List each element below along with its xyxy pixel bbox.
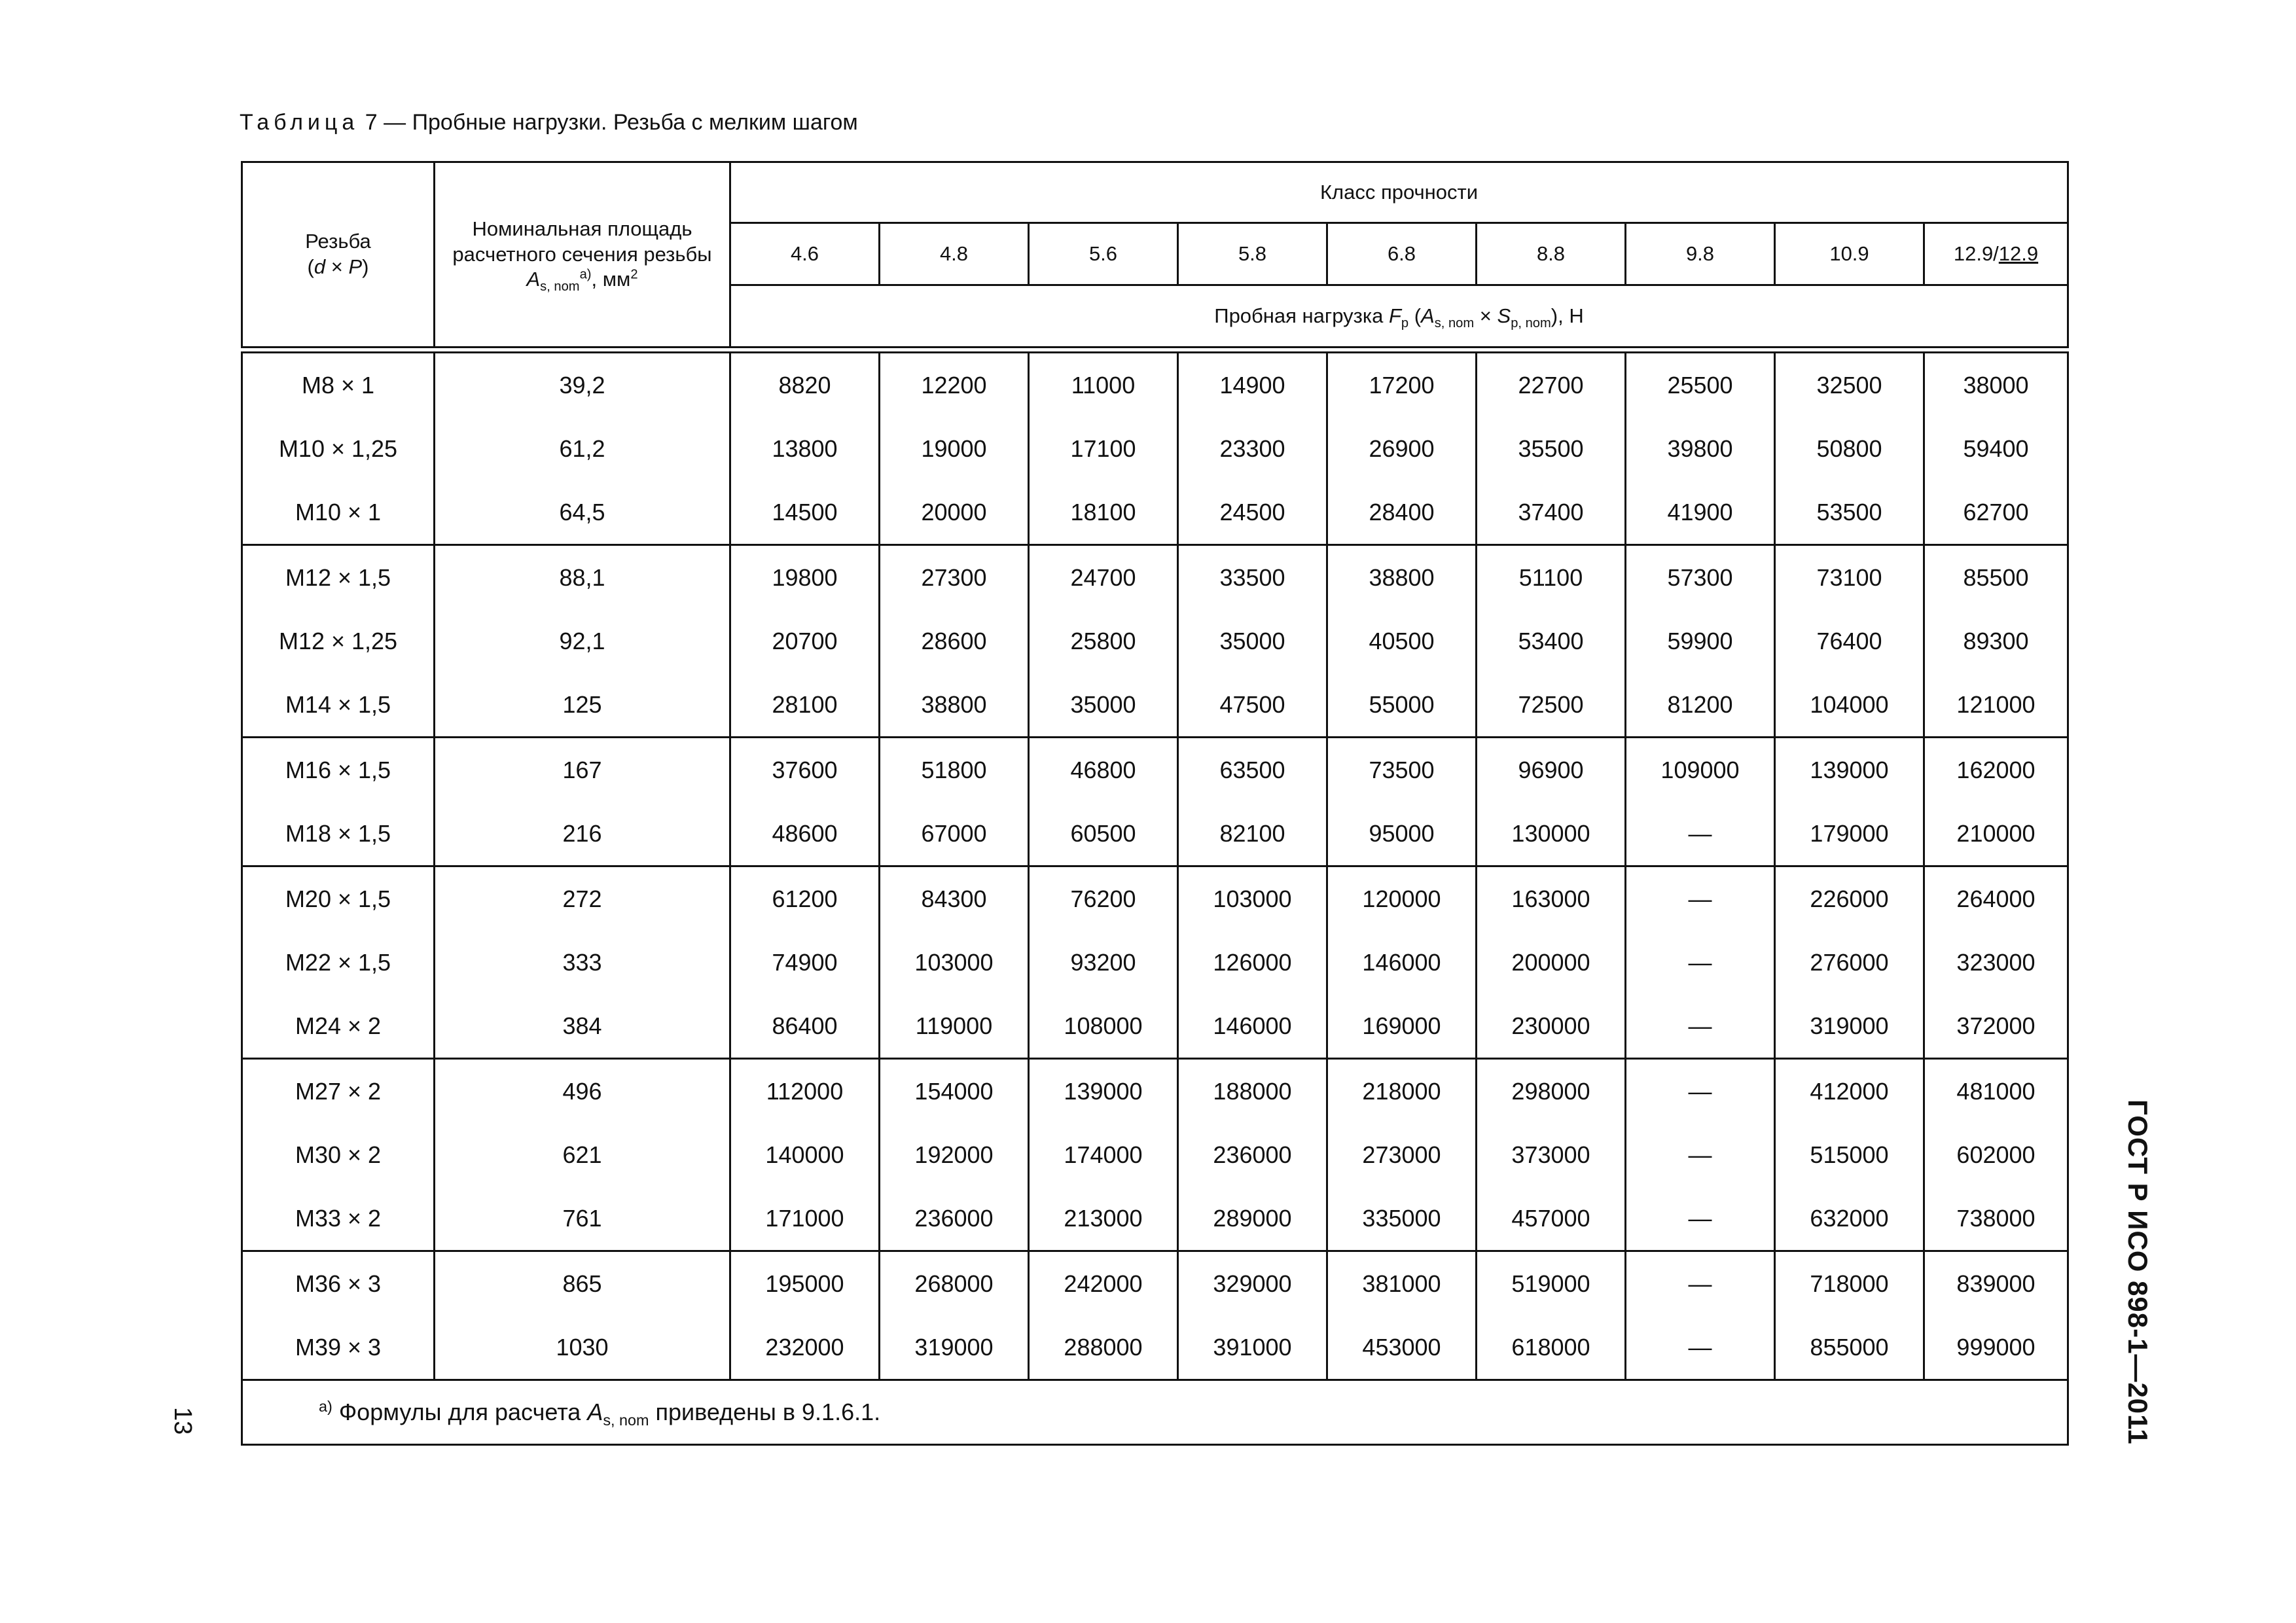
load-cell: 26900	[1327, 417, 1477, 480]
load-cell: 372000	[1924, 994, 2068, 1059]
load-cell: 11000	[1029, 353, 1178, 418]
footnote-a: A	[587, 1399, 603, 1425]
load-cell: —	[1626, 1059, 1775, 1124]
load-close: ), Н	[1551, 304, 1584, 327]
load-cell: 17100	[1029, 417, 1178, 480]
table-row	[242, 1123, 2068, 1186]
load-cell: 27300	[880, 545, 1029, 610]
load-cell: 738000	[1924, 1186, 2068, 1251]
thread-cell: M33 × 2	[242, 1186, 435, 1251]
load-cell: 218000	[1327, 1059, 1477, 1124]
load-cell: 146000	[1327, 931, 1477, 994]
load-cell: 515000	[1775, 1123, 1924, 1186]
load-cell: —	[1626, 931, 1775, 994]
load-cell: 76400	[1775, 609, 1924, 673]
table-row	[242, 1251, 2068, 1316]
load-cell: 139000	[1029, 1059, 1178, 1124]
class-cell: 6.8	[1327, 223, 1477, 285]
thread-cell: M10 × 1,25	[242, 417, 435, 480]
load-cell: 412000	[1775, 1059, 1924, 1124]
load-cell: 55000	[1327, 673, 1477, 738]
header-area-unit-sup: 2	[630, 268, 638, 283]
thread-cell: M12 × 1,5	[242, 545, 435, 610]
load-cell: 51800	[880, 738, 1029, 802]
thread-cell: M12 × 1,25	[242, 609, 435, 673]
load-cell: 61200	[730, 866, 880, 931]
load-cell: 632000	[1775, 1186, 1924, 1251]
load-cell: 20000	[880, 480, 1029, 545]
load-cell: 48600	[730, 802, 880, 866]
load-cell: 112000	[730, 1059, 880, 1124]
load-cell: 855000	[1775, 1315, 1924, 1380]
load-cell: 230000	[1477, 994, 1626, 1059]
footnote-tail: приведены в 9.1.6.1.	[649, 1399, 881, 1425]
table-caption	[240, 110, 858, 135]
thread-cell: M24 × 2	[242, 994, 435, 1059]
table-row	[242, 802, 2068, 866]
load-times: ×	[1474, 304, 1498, 327]
load-cell: 329000	[1178, 1251, 1327, 1316]
load-cell: 86400	[730, 994, 880, 1059]
caption-title: — Пробные нагрузки. Резьба с мелким шагом	[384, 110, 858, 135]
header-thread-p: P	[348, 255, 363, 278]
load-cell: 53400	[1477, 609, 1626, 673]
load-cell: 51100	[1477, 545, 1626, 610]
header-thread-d: d	[314, 255, 326, 278]
thread-cell: M20 × 1,5	[242, 866, 435, 931]
load-cell: 73500	[1327, 738, 1477, 802]
load-cell: 323000	[1924, 931, 2068, 994]
load-cell: 618000	[1477, 1315, 1626, 1380]
load-cell: 20700	[730, 609, 880, 673]
load-cell: 319000	[880, 1315, 1029, 1380]
footnote	[242, 1380, 2068, 1445]
load-cell: 59400	[1924, 417, 2068, 480]
load-f-sub: p	[1401, 315, 1409, 330]
area-cell: 1030	[435, 1315, 730, 1380]
footnote-mark: a)	[319, 1398, 332, 1415]
class-cell: 4.6	[730, 223, 880, 285]
load-cell: 839000	[1924, 1251, 2068, 1316]
load-cell: 76200	[1029, 866, 1178, 931]
class-cell: 5.6	[1029, 223, 1178, 285]
load-cell: 12200	[880, 353, 1029, 418]
load-cell: 139000	[1775, 738, 1924, 802]
load-cell: 14900	[1178, 353, 1327, 418]
header-area-line2: расчетного сечения резьбы	[452, 242, 712, 266]
load-cell: 50800	[1775, 417, 1924, 480]
area-cell: 92,1	[435, 609, 730, 673]
area-cell: 88,1	[435, 545, 730, 610]
load-cell: 84300	[880, 866, 1029, 931]
load-cell: 35000	[1178, 609, 1327, 673]
load-cell: —	[1626, 1251, 1775, 1316]
load-cell: 37600	[730, 738, 880, 802]
load-cell: 119000	[880, 994, 1029, 1059]
load-cell: 171000	[730, 1186, 880, 1251]
load-cell: 57300	[1626, 545, 1775, 610]
area-cell: 333	[435, 931, 730, 994]
load-cell: 40500	[1327, 609, 1477, 673]
load-cell: 602000	[1924, 1123, 2068, 1186]
load-cell: 169000	[1327, 994, 1477, 1059]
load-cell: 82100	[1178, 802, 1327, 866]
area-cell: 272	[435, 866, 730, 931]
load-cell: 72500	[1477, 673, 1626, 738]
load-cell: 46800	[1029, 738, 1178, 802]
footnote-row	[242, 1380, 2068, 1445]
load-cell: 130000	[1477, 802, 1626, 866]
load-a: A	[1421, 304, 1435, 327]
thread-cell: M39 × 3	[242, 1315, 435, 1380]
header-area-unit: , мм	[591, 268, 631, 291]
load-cell: 89300	[1924, 609, 2068, 673]
load-cell: 242000	[1029, 1251, 1178, 1316]
load-cell: 81200	[1626, 673, 1775, 738]
load-cell: 73100	[1775, 545, 1924, 610]
load-cell: 103000	[880, 931, 1029, 994]
proof-load-table	[241, 161, 2069, 1446]
load-cell: 226000	[1775, 866, 1924, 931]
thread-cell: M8 × 1	[242, 353, 435, 418]
class-cell-last	[1924, 223, 2068, 285]
load-cell: 35000	[1029, 673, 1178, 738]
load-cell: 60500	[1029, 802, 1178, 866]
table-row	[242, 994, 2068, 1059]
load-cell: 179000	[1775, 802, 1924, 866]
load-cell: 67000	[880, 802, 1029, 866]
load-cell: 19800	[730, 545, 880, 610]
load-cell: 319000	[1775, 994, 1924, 1059]
load-s: S	[1497, 304, 1511, 327]
class-cell: 5.8	[1178, 223, 1327, 285]
load-cell: 288000	[1029, 1315, 1178, 1380]
load-cell: 37400	[1477, 480, 1626, 545]
header-area-sub: s, nom	[540, 279, 580, 294]
class-last-plain: 12.9/	[1953, 241, 1999, 265]
footnote-text: Формулы для расчета	[332, 1399, 588, 1425]
load-cell: —	[1626, 1186, 1775, 1251]
load-cell: 273000	[1327, 1123, 1477, 1186]
area-cell: 167	[435, 738, 730, 802]
load-cell: 47500	[1178, 673, 1327, 738]
load-cell: 24500	[1178, 480, 1327, 545]
load-cell: —	[1626, 802, 1775, 866]
load-cell: —	[1626, 994, 1775, 1059]
load-cell: 24700	[1029, 545, 1178, 610]
load-cell: 192000	[880, 1123, 1029, 1186]
load-cell: 335000	[1327, 1186, 1477, 1251]
load-cell: 18100	[1029, 480, 1178, 545]
caption-number: 7	[365, 110, 378, 135]
load-open: (	[1408, 304, 1422, 327]
footnote-a-sub: s, nom	[603, 1412, 649, 1429]
table-row	[242, 609, 2068, 673]
table-row	[242, 1059, 2068, 1124]
load-cell: —	[1626, 1315, 1775, 1380]
load-cell: 289000	[1178, 1186, 1327, 1251]
thread-cell: M27 × 2	[242, 1059, 435, 1124]
load-cell: 718000	[1775, 1251, 1924, 1316]
load-cell: 236000	[1178, 1123, 1327, 1186]
load-cell: 63500	[1178, 738, 1327, 802]
load-cell: 23300	[1178, 417, 1327, 480]
table-row	[242, 673, 2068, 738]
thread-cell: M18 × 1,5	[242, 802, 435, 866]
table-row	[242, 417, 2068, 480]
table-row	[242, 738, 2068, 802]
thread-cell: M10 × 1	[242, 480, 435, 545]
area-cell: 64,5	[435, 480, 730, 545]
class-cell: 8.8	[1477, 223, 1626, 285]
header-thread-times: ×	[331, 255, 343, 278]
load-cell: 39800	[1626, 417, 1775, 480]
load-cell: 200000	[1477, 931, 1626, 994]
load-cell: 38000	[1924, 353, 2068, 418]
load-cell: 210000	[1924, 802, 2068, 866]
load-cell: 232000	[730, 1315, 880, 1380]
load-cell: 104000	[1775, 673, 1924, 738]
load-cell: 62700	[1924, 480, 2068, 545]
load-cell: 103000	[1178, 866, 1327, 931]
load-cell: 457000	[1477, 1186, 1626, 1251]
load-cell: —	[1626, 866, 1775, 931]
class-cell: 4.8	[880, 223, 1029, 285]
load-cell: 33500	[1178, 545, 1327, 610]
area-cell: 39,2	[435, 353, 730, 418]
load-cell: 236000	[880, 1186, 1029, 1251]
load-cell: 481000	[1924, 1059, 2068, 1124]
class-cell: 9.8	[1626, 223, 1775, 285]
area-cell: 621	[435, 1123, 730, 1186]
area-cell: 761	[435, 1186, 730, 1251]
load-cell: 373000	[1477, 1123, 1626, 1186]
load-cell: 126000	[1178, 931, 1327, 994]
load-cell: 74900	[730, 931, 880, 994]
thread-cell: M16 × 1,5	[242, 738, 435, 802]
header-class-title: Класс прочности	[730, 162, 2068, 223]
table-row	[242, 480, 2068, 545]
load-cell: 999000	[1924, 1315, 2068, 1380]
load-cell: 22700	[1477, 353, 1626, 418]
header-thread-label: Резьба	[305, 230, 371, 253]
load-cell: 93200	[1029, 931, 1178, 994]
load-cell: —	[1626, 1123, 1775, 1186]
load-cell: 121000	[1924, 673, 2068, 738]
thread-cell: M36 × 3	[242, 1251, 435, 1316]
standard-designation: ГОСТ Р ИСО 898-1—2011	[2123, 1099, 2153, 1445]
header-load	[730, 285, 2068, 348]
load-cell: 95000	[1327, 802, 1477, 866]
area-cell: 125	[435, 673, 730, 738]
thread-cell: M30 × 2	[242, 1123, 435, 1186]
load-cell: 268000	[880, 1251, 1029, 1316]
header-area-sup: a)	[579, 268, 592, 283]
load-cell: 162000	[1924, 738, 2068, 802]
load-cell: 163000	[1477, 866, 1626, 931]
load-f: F	[1388, 304, 1401, 327]
table-row	[242, 1315, 2068, 1380]
table-row	[242, 353, 2068, 418]
load-cell: 25500	[1626, 353, 1775, 418]
area-cell: 496	[435, 1059, 730, 1124]
header-area	[435, 162, 730, 348]
load-cell: 19000	[880, 417, 1029, 480]
load-cell: 38800	[880, 673, 1029, 738]
load-cell: 120000	[1327, 866, 1477, 931]
table-row	[242, 866, 2068, 931]
table-row	[242, 1186, 2068, 1251]
load-cell: 28100	[730, 673, 880, 738]
area-cell: 384	[435, 994, 730, 1059]
class-cell: 10.9	[1775, 223, 1924, 285]
load-cell: 41900	[1626, 480, 1775, 545]
load-cell: 53500	[1775, 480, 1924, 545]
area-cell: 216	[435, 802, 730, 866]
load-cell: 108000	[1029, 994, 1178, 1059]
load-cell: 140000	[730, 1123, 880, 1186]
load-cell: 146000	[1178, 994, 1327, 1059]
load-cell: 213000	[1029, 1186, 1178, 1251]
load-cell: 154000	[880, 1059, 1029, 1124]
load-s-sub: p, nom	[1511, 315, 1551, 330]
load-cell: 195000	[730, 1251, 880, 1316]
load-cell: 35500	[1477, 417, 1626, 480]
class-last-underlined: 12.9	[1998, 241, 2039, 265]
load-cell: 109000	[1626, 738, 1775, 802]
load-cell: 188000	[1178, 1059, 1327, 1124]
caption-label: Таблица	[240, 110, 359, 135]
load-cell: 453000	[1327, 1315, 1477, 1380]
load-cell: 28600	[880, 609, 1029, 673]
header-thread: Резьба (d × P)	[242, 162, 435, 348]
table-row	[242, 545, 2068, 610]
load-cell: 25800	[1029, 609, 1178, 673]
load-cell: 17200	[1327, 353, 1477, 418]
load-cell: 38800	[1327, 545, 1477, 610]
area-cell: 865	[435, 1251, 730, 1316]
load-cell: 14500	[730, 480, 880, 545]
load-cell: 276000	[1775, 931, 1924, 994]
load-cell: 28400	[1327, 480, 1477, 545]
table-row	[242, 931, 2068, 994]
load-cell: 298000	[1477, 1059, 1626, 1124]
load-cell: 264000	[1924, 866, 2068, 931]
load-cell: 174000	[1029, 1123, 1178, 1186]
load-cell: 96900	[1477, 738, 1626, 802]
thread-cell: M14 × 1,5	[242, 673, 435, 738]
header-area-a: A	[526, 268, 541, 291]
load-text: Пробная нагрузка	[1214, 304, 1389, 327]
load-a-sub: s, nom	[1434, 315, 1475, 330]
load-cell: 59900	[1626, 609, 1775, 673]
page-number: 13	[169, 1407, 196, 1435]
header-area-line1: Номинальная площадь	[472, 217, 692, 240]
load-cell: 13800	[730, 417, 880, 480]
load-cell: 85500	[1924, 545, 2068, 610]
load-cell: 32500	[1775, 353, 1924, 418]
area-cell: 61,2	[435, 417, 730, 480]
load-cell: 391000	[1178, 1315, 1327, 1380]
load-cell: 8820	[730, 353, 880, 418]
load-cell: 519000	[1477, 1251, 1626, 1316]
load-cell: 381000	[1327, 1251, 1477, 1316]
header-separator	[242, 348, 2068, 353]
thread-cell: M22 × 1,5	[242, 931, 435, 994]
